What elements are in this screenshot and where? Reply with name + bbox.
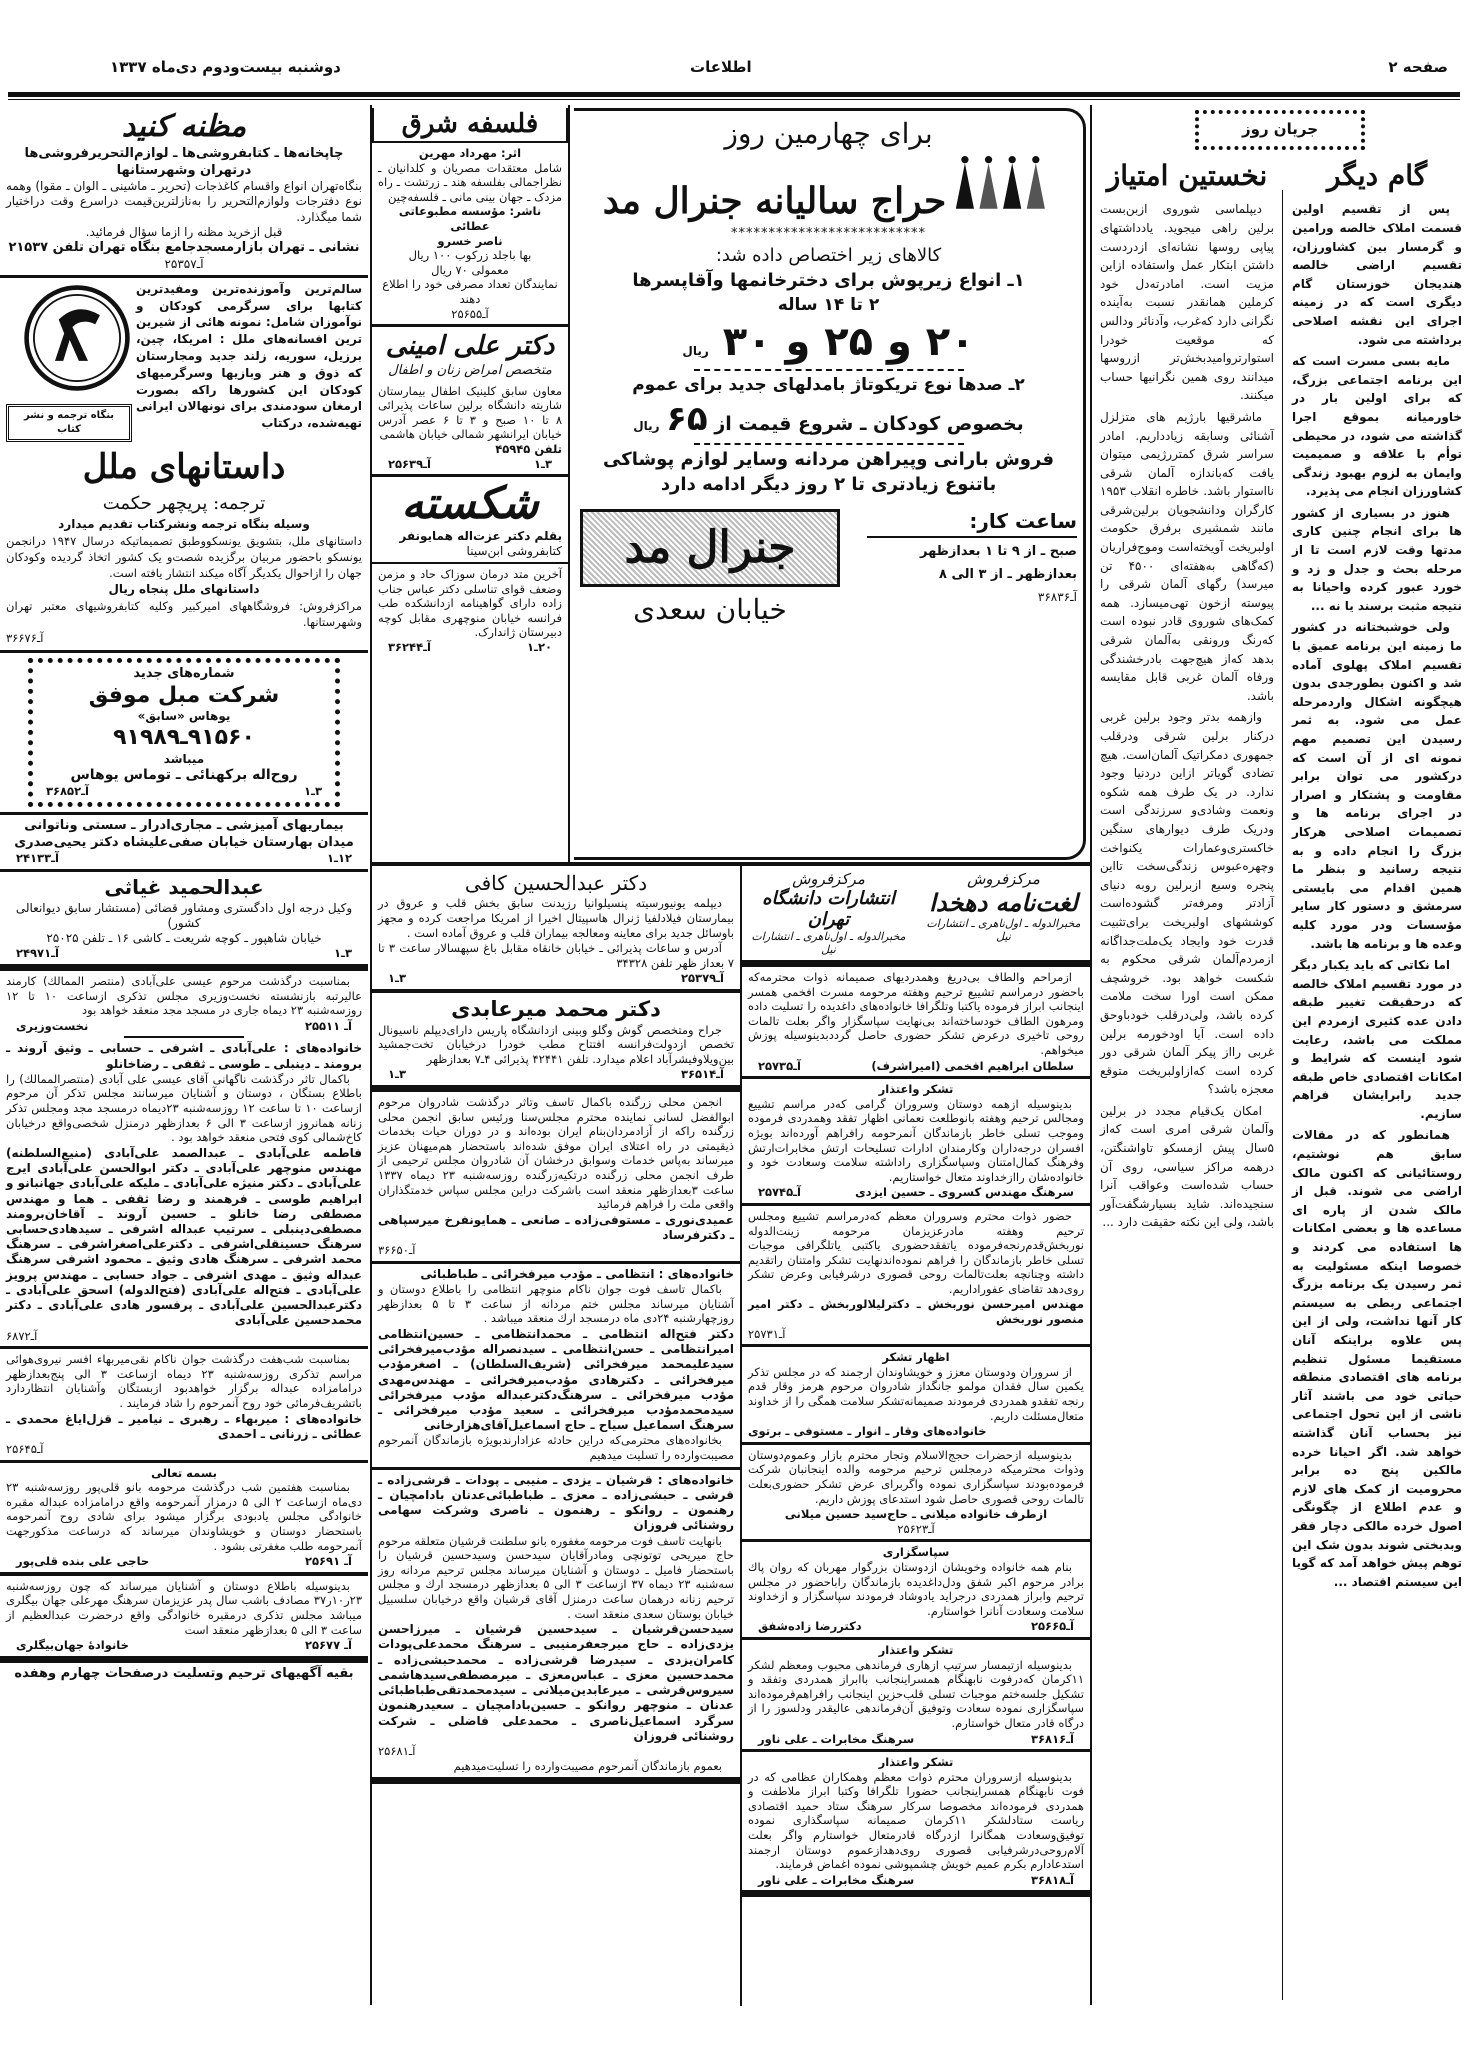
notice-signature: خانواده‌های وقار ـ انوار ـ مستوفی ـ برتوی xyxy=(748,1424,987,1439)
ad-former-name: یوهاس «سابق» xyxy=(137,709,231,724)
masthead-rule xyxy=(8,92,1460,97)
notice-names: دکتر فتح‌اله انتظامی ـ محمدانتظامی ـ حسین‌انتظامی امیرانتظامی ـ حسن‌انتظامی ـ سیدنصراله مؤدب‌میرفخرائی سیدعلیمحمد میرفخرائی (شریف‌السلطان) ـ اصغرمؤدب میرفخرائی ـ دکترهادی مؤدب‌میرفخرائی ـ مهندس‌مهدی مؤدب میرفخرائی ـ سرهنگ‌دکترعبداله مؤدب میرفخرائی سیدمحمدمؤدب میرفخرائی ـ سعید مؤدب میرفخرائی ـ سرهنگ اسماعیل سیاح ـ حاج اسماعیل‌آقای‌هزارخانی xyxy=(378,1326,734,1433)
sale-item-2-sub xyxy=(633,399,1024,439)
publisher-logo xyxy=(6,283,132,442)
doctor-ad-amini xyxy=(372,327,568,477)
notice-code: آ‌ـ۲۵۶۶۵ xyxy=(1031,1619,1074,1634)
notice-families: خانواده‌های : انتظامی ـ مؤدب میرفخرائی ـ طباطبائی xyxy=(420,1266,734,1281)
notice-sign-row xyxy=(6,1554,362,1569)
ad-code: آ‌ـ۳۶۸۵۲ xyxy=(46,784,89,799)
ad-code: آ‌ـ۲۵۳۵۷ xyxy=(164,256,204,271)
article-paragraph: همانطور که در مقالات سابق هم نوشتیم، روستائیانی که اکنون مالک اراضی می شوند. قبل از مالک شدن از پاره ای مساعده ها و بعضی امکانات ها استفاده می کردند و خصوصا اینکه مسئولیت به ثمر رسیدن یک برنامه بزرگ اجتماعی ربطی به سیستم کار آنها نداشت، ولی از این پس علاوه براینکه آنان مستقیما مسئول تنظیم برنامه های اقتصادی منطقه حیاتی خود می باشند آثار ناشی از این تحول اجتماعی نیز بحساب آنان گذاشته خواهد شد. اگر احیانا خرده مالکین پنج ده برابر محرومیت از کمک های لازم و عدم اطلاع از چگونگی اصول خرده مالکی دچار فقر وبدبختی شوند بدون شک این توهم پیش خواهد آمد که گویا این سیستم اقتصاد ... xyxy=(1292,1128,1462,1589)
hours-title: ساعت کار: xyxy=(867,509,1077,538)
notice-body: بمناسبت درگذشت مرحوم عیسی علی‌آبادی (منتصر الممالك) کارمند عالیرتبه بازنشسته نخست‌وزیری مجلس تذکری ازساعت ۱۰ تا ۱۲ روزسه‌شنبه ۲۳ دیماه جاری در مسجد مجد منعقد خواهد بود xyxy=(6,974,362,1018)
ad-code: آ‌ـ۳۶۸۳۶ xyxy=(1037,590,1077,604)
stars-divider: ************************** xyxy=(731,226,926,241)
sale-item-1: ۱ـ انواع زیرپوش برای دخترخانمها وآقاپسرها xyxy=(632,270,1025,291)
masthead-rule-thin xyxy=(8,99,1460,100)
sale-item-2: ۲ـ صدها نوع تریکوتاژ بامدلهای جدید برای عموم xyxy=(632,375,1025,395)
notice-signature: سرهنگ مهندس کسروی ـ حسین ایزدی xyxy=(855,1185,1074,1200)
store-box xyxy=(580,509,840,626)
article-paragraph: ولی خوشبختانه در کشور ما زمینه این برنامه عمیق با تقسیم املاک پهلوی آماده شد و اکنون بطورجدی بدون هیچگونه اشکال واردمرحله عمل می شود. به ثمر رسیدن این تصمیم مهم نمونه ای از آن است که درکشور می توان برابر مقاومت و پشتکار و اصرار در اجرای برنامه ها و تصمیمات اصلاحی هرکار بزرگ را انجام داده و به نتیجه رسانید و بنظر ما همین اقدام می بایستی سرمشق و دستور کار سایر مؤسسات ودر مورد کلیه وعده ها و برنامه ها باشد. xyxy=(1292,620,1462,951)
ad-address: نشانی ـ تهران بازارمسجدجامع بنگاه تهران تلفن ۲۱۵۳۷ xyxy=(8,240,360,256)
notice-code: آ‌ـ۲۵۶۲۳ xyxy=(897,1521,935,1536)
doctor-phone: تلفن ۴۵۹۴۵ xyxy=(495,442,562,457)
notice-signature: خانوادهٔ جهان‌بیگلری xyxy=(16,1638,129,1653)
notice-body: بدینوسیله ازحضرات حجج‌الاسلام وتجار محترم بازار وعموم‌دوستان وذوات محترمیکه درمجلس ترحیم مرحومه والده اینجانبان شرکت فرموده‌بودند سپاسگزاری نموده واگربرای عرض تشکر حضوری‌بعلت تالمات روحی قصوری حاصل شود استدعای پوزش داریم. xyxy=(748,1447,1084,1506)
sale-item-3-sub: باتنوع زیادتری تا ۲ روز دیگر ادامه دارد xyxy=(660,474,997,495)
currency-label: ریال xyxy=(682,344,709,358)
deer-emblem-icon xyxy=(22,283,132,393)
notice-code: آ‌ـ۲۵۷۳۵ xyxy=(758,1058,801,1073)
notice-body: انجمن محلی زرگنده باکمال تاسف وتاثر درگذشت شادروان مرحوم ابوالفضل لسانی نماینده محترم مجلس‌سنا ورئیس سابق انجمن محلی زرگنده راکه از آزادمردان‌بنام ایران بوده‌اند و در دوران حیات بخدمات ذیقیمتی در راه اعتلای ایران موفق شده‌اند باستحضار هم‌میهنان عزیز میرساند به‌پاس خدمات وسوابق درخشان آن شادروان مجلس ترحیمی از طرف انجمن محلی زرگنده درتکیه‌زرگنده روزسه‌شنبه ۲۳ دیماه ۱۳۳۷ ساعت ۳بعدازظهر منعقد است باشرکت دراین مجلس سپاس خدمتگذاران واقعی ملت را فراهم فرمائید xyxy=(378,1094,735,1212)
notice-title: بسمه تعالی xyxy=(151,1465,217,1480)
ad-subtitle: چاپخانه‌ها ـ کتابفروشی‌ها ـ لوازم‌التحریرفروشی‌ها درتهران وشهرستانها xyxy=(24,146,344,178)
currency-label: ریال xyxy=(633,419,660,433)
hours-afternoon: بعدازظهر ـ از ۳ الی ۸ xyxy=(939,567,1077,582)
obituary-notice-3 xyxy=(0,1349,368,1462)
ad-code: آ‌ـ۳۶۶۷۶ xyxy=(6,631,44,646)
book-description: داستانهای ملل، بتشویق یونسکووطبق تصمیماتیکه درسال ۱۹۴۷ درانجمن یونسکو باحضور مربیان برگزیده شصت‌و یک کشور اتخاذ گردیده وکودکان جهان را ازاحوال یکدیگر آگاه میکند انتشار یافته است. xyxy=(6,534,362,581)
doctor-details: دیپلمه یونیورسیته پنسیلوانیا رزیدنت سابق بخش قلب و عروق در بیمارستان فیلادلفیا ژنرال هاسپیتال اخیرا از امریکا مراجعت کرده و مجهز باوسائل جدید برای معاینه ومعالجه بیماران قلب و عروق آماده است . xyxy=(378,896,734,940)
dashed-divider xyxy=(694,369,964,371)
issue-date: دوشنبه بیست‌ودوم دی‌ماه ۱۳۳۷ xyxy=(110,58,341,76)
notice-signature: نخست‌وزیری xyxy=(16,1018,89,1033)
notice-body: باکمال تاسف فوت جوان ناکام منوچهر انتظامی را باطلاع دوستان و آشنایان میرساند مجلس ختم مردانه از ساعت ۳ تا ۵ بعدازظهر روزچهارشنبه ۲۴دی ماه درمسجد ارك منعقد میباشد . xyxy=(378,1282,734,1326)
notice-families: خانواده‌های : میربهاء ـ رهبری ـ نیامیر ـ قزل‌ایاغ محمدی ـ عطائی ـ زرنانی ـ احمدی xyxy=(6,1411,362,1441)
ad-label: مرکزفروش xyxy=(967,870,1040,888)
column-divider xyxy=(1282,190,1283,2000)
ad-kicker: شماره‌های جدید xyxy=(133,665,235,681)
ad-title: انتشارات دانشگاه تهران xyxy=(762,888,895,930)
lawyer-name: عبدالحمید غیاثی xyxy=(104,875,264,900)
ad-owners: روح‌اله برکهنائی ـ توماس یوهاس xyxy=(70,766,298,783)
section-label-box xyxy=(1195,110,1365,150)
newspaper-name: اطلاعات xyxy=(690,58,752,76)
middle-right-column xyxy=(742,868,1090,1897)
obituary-notice-1 xyxy=(0,971,368,1036)
notice-sign-row xyxy=(748,1059,1084,1074)
ad-lawyer-ghiasi xyxy=(0,872,368,971)
article-paragraph: اما نکاتی که باید یکبار دیگر در مورد تقسیم املاک خالصه که درحقیقت تغییر طبقه دادن عده کثیری ازمردم این مملکت می باشد، رعایت شود اینست که شرایط و امکانات اقتصادی خاص طبقه جدید رابرایشان فراهم سازیم. xyxy=(1292,958,1462,1121)
ad-run: ۳ـ۱ xyxy=(304,784,322,799)
thanks-notice-8 xyxy=(742,1752,1090,1897)
ad-run: ۱۲ـ۱ xyxy=(326,851,352,866)
narrow-ads-column xyxy=(372,105,568,862)
ad-title: مظنه کنید xyxy=(121,109,247,144)
ad-body: شامل معتقدات مصریان و کلدانیان ـ نظراجمالی بفلسفه هند ـ زرتشت ـ راه مزدک ـ جهان بینی مانی ـ فلسفه‌چین xyxy=(378,160,562,204)
sale-kicker: برای چهارمین روز xyxy=(724,117,933,150)
models-illustration-icon xyxy=(954,154,1054,222)
notice-signature: حاجی علی بنده قلی‌پور xyxy=(16,1554,150,1569)
notice-sign-row xyxy=(748,1873,1084,1888)
notice-code: آ‌ـ ۲۵۶۹۱ xyxy=(305,1554,352,1569)
ad-mazanneh xyxy=(0,105,368,278)
ad-publisher-street: ناصر خسرو xyxy=(437,233,503,248)
ad-clinic-sadri xyxy=(0,812,368,873)
hours-morning: صبح ـ از ۹ تا ۱ بعدازظهر xyxy=(919,544,1077,559)
ad-author: بقلم دکتر عزت‌اله همایونفر xyxy=(399,528,562,543)
ad-run: ۳ـ۱ xyxy=(388,1067,406,1082)
article-paragraph: مایه بسی مسرت است که این برنامه اجتماعی بزرگ، که برای اولین بار در خاورمیانه بموقع اجرا گذاشته می شود، در محیطی توأم با علاقه و صمیمیت وایمان به لزوم بهبود زندگی کشاورزان انجام می پذیرد. xyxy=(1292,354,1462,499)
sale-footer xyxy=(580,509,1077,626)
notice-signature: ازطرف خانواده میلانی ـ حاج‌سید حسین میلانی xyxy=(784,1507,1048,1522)
notice-body: بدینوسیله ازهمه دوستان وسروران گرامی که‌در مراسم تشییع ومجالس ترحیم وهفته بانوطلعت نعمانی اظهار تفقد وهمدردی فرموده وموجب تسلی خاطر بازماندگان آنمرحومه رافراهم آورده‌اند بویژه افسران درجه‌داران وکارمندان ادارات تسلیحات ارتش مخابرات‌ارتش وفرهنگ کمال‌امتنان وسپاسگزاری راداشته سلامت وسعادت خود و خانواده‌شان راازخداوند متعال خواستاریم. xyxy=(748,1096,1084,1184)
article-paragraph: دیپلماسی شوروی ازبن‌بست برلین راهی میجوید. یادداشتهای پیاپی روسها نشانه‌ای ازدردست داشتن ابتکار عمل واستفاده ازاین مزیت است. امادرته‌دل خود کرملین همانقدر نسبت به‌آینده نگرانی دارد که‌غرب، وآدنائر ودالس که موقعیت خودرا استوارتروامیدبخش‌تر ازروسها میدانند روی همین نگرانیها حساب میکنند. xyxy=(1100,202,1274,403)
notice-body: ازمراحم والطاف بی‌دریغ وهمدردیهای صمیمانه ذوات محترمه‌که باحضور درمراسم تشییع ترحیم وهفته مرحومه مسرت افخمی همسر اینجانب ابراز فرموده یاکتبا وتلگرافا خانواده‌های داغدیده را تسلیت داده ومرهون الطاف خودساخته‌اند بی‌نهایت سپاسگزار واگر بعلت تالمات روحی تاخیری درعرض تشکر حضوری حاصل گرددبدینوسیله پوزش میخواهم. xyxy=(748,970,1084,1057)
ad-code-row xyxy=(6,946,362,961)
column-divider xyxy=(1090,105,1092,2005)
obituary-notice-4 xyxy=(0,1463,368,1576)
ad-code: آ‌ـ۲۴۹۷۱ xyxy=(16,946,59,961)
section-rule xyxy=(372,862,1090,866)
notice-code: آ‌ـ۳۶۸۱۶ xyxy=(1031,1731,1074,1746)
doctor-details: معاون سابق کلینیک اطفال بیمارستان شاریته دانشگاه برلین ساعات پذیرائی ۸ تا ۱۰ صبح و ۳ تا ۶ عصر آدرس خیابان ایرانشهر شمالی خیابان هاشمی xyxy=(378,383,562,442)
notice-body: باکمال تاثر درگذشت ناگهانی آقای عیسی علی آبادی (منتصرالممالك) را باطلاع بستگان ، دوستان و آشنایان میرسانند مجلس تذکر آن مرحوم ازساعت ۱۰ تا ساعت ۱۲ روزسه‌شنبه ۲۳دیماه درمسجد مجد ومجلس تذکر زنانه همانروز ازساعت ۳ الی ۶ بعدازظهر درمنزل شخصی‌واقع درخیابان کاخ‌شمالی کوی فتحی منعقد خواهد بود . xyxy=(6,1071,362,1145)
notice-signature: سرهنگ مخابرات ـ علی ناور xyxy=(758,1872,915,1887)
notice-families: خانواده‌های : قرشیان ـ یزدی ـ منیبی ـ پودات ـ قرشی‌زاده ـ قرشی ـ حبشی‌زاده ـ معزی ـ طباطبائی‌عدنان بادامچیان ـ رهنمون ـ روانکو ـ رهنمون ـ ناصری وشرکت سهامی روشنائی فروزان xyxy=(378,1472,734,1533)
middle-left-column xyxy=(372,868,740,1784)
ad-price-deluxe: بها باجلد زرکوب ۱۰۰ ریال xyxy=(408,248,532,263)
ad-code: آ‌ـ۳۶۵۱۴ xyxy=(681,1067,724,1082)
sale-item-1-prices xyxy=(682,319,974,365)
article-title: گام دیگر xyxy=(1326,159,1428,192)
notice-body: بنام همه خانواده وخویشان ازدوستان بزرگوار مهربان که روان پاك برادر مرحوم اکبر شفق ودل‌داغدیده بازماندگان رابا‌حضور در مجلس ترحیم وابراز همدردی درجراید یادوشاد فرمودند سپاسگزار و ازخداوند سلامت وسعادت آنانرا خواستارم. xyxy=(748,1559,1084,1618)
clinic-ad-method xyxy=(372,564,568,658)
notice-title: تشکر واعتذار xyxy=(878,1755,954,1770)
obituary-notice-2 xyxy=(0,1038,368,1349)
obituary-notice-entezami xyxy=(372,1264,740,1470)
ad-seller: کتابفروشی ابن‌سینا xyxy=(466,543,562,558)
article-paragraph: هنوز در بسیاری از کشور ها برای انجام چنین کاری مدتها وقت لازم است تا از مرحله بحث و جدل و زد و خورد عبور کرده واحیانا به نتیجه مثبت برسند یا نه ... xyxy=(1292,505,1462,613)
article-title: نخستین امتیاز xyxy=(1106,159,1268,192)
ad-code-row xyxy=(378,971,734,986)
notice-names: سیدحسن‌قرشیان ـ سیدحسین قرشیان ـ میرزاحسن یزدی‌زاده ـ حاج میرجعفرمنیبی ـ سرهنگ محمدعلی‌پودات کامران‌یزدی ـ سیدرضا قرشی‌زاده ـ محمدحبشی‌زاده ـ محمدحسین معزی ـ عباس‌معزی ـ میرمصطفی‌سیدهاشمی سیروس‌قرشی ـ میرعابدین‌میلانی ـ سیدمحمدتقی‌طباطبائی عدنان ـ منوچهر روانکو ـ حسین‌بادامچیان ـ سعیدرهنمون سرگرد اسماعیل‌ناصری ـ محمدعلی فاضلی ـ شرکت روشنائی فروزان xyxy=(378,1622,734,1743)
ad-address: مخبرالدوله ـ اول‌ناهری ـ انتشارات نیل xyxy=(926,917,1081,943)
doctor-ad-kafi xyxy=(372,868,740,993)
notice-body: بدینوسیله باطلاع دوستان و آشنایان میرساند که چون روزسه‌شنبه ۲۳ر۱۰ر۳۷ مصادف باشب سال پدر عزیزمان سرهنگ مهرعلی جهان بیگلری میباشد مجلس تذکری درمقبره خانوادگی واقع درحضرت عبدالعظیم از ساعت ۳ الی ۵ بعدازظهر منعقد است xyxy=(6,1578,362,1637)
notice-sign-row xyxy=(748,1185,1084,1200)
clinic-services: بیماریهای آمیزشی ـ مجاری‌ادرار ـ سستی وناتوانی xyxy=(24,817,344,833)
notice-body: حضور ذوات محترم وسروران معظم که‌درمراسم تشییع ومجلس ترحیم وهفته مادرعزیزمان مرحومه زینت‌الدوله نوربخش‌قدم‌رنجه‌فرموده یاتفقدحضوری یاکتبی یاتلگرافی موجبات تسلی خاطر بازماندگان را فراهم نموده‌اندنهایت تشکر وامتنان راتقدیم داشته وچنانچه بعلت‌تالمات روحی قصوری درشرفیابی وعرض تشکر روی‌دهد تقاضای عفوراداریم. xyxy=(748,1208,1084,1296)
ad-run: ۳ـ۱ xyxy=(334,946,352,961)
ad-body: آخرین متد درمان سوزاک حاد و مزمن وضعف قوای تناسلی دکتر عباس جناب زاده دارای گواهینامه ازدانشکده طب فرانسه خیابان منوچهری مقابل کوچه دبیرستان ژاندارک. xyxy=(378,567,562,640)
lawyer-credentials: وکیل درجه اول دادگستری ومشاور قضائی (مستشار سابق دیوانعالی کشور) xyxy=(15,900,353,930)
notice-body: بمناسبت شب‌هفت درگذشت جوان ناکام نقی‌میربهاء افسر نیروی‌هوائی مراسم تذکری روزسه‌شنبه ۲۳ دیماه ازساعت ۳ الی پنج‌بعدازظهر درامامزاده عبداله برگزار خواهدبود ازبستگان وآشنایان انتظاردارد باتشریف‌فرمائی خود روح آنمرحوم را شاد فرمایند . xyxy=(6,1352,363,1411)
book-sellers: مراکزفروش: فروشگاههای امیرکبیر وکلیه کتابفروشیهای معتبر تهران وشهرستانها. xyxy=(6,599,362,630)
notice-families: خانواده‌های : علی‌آبادی ـ اشرفی ـ حسابی ـ وثیق آروند ـ برومند ـ دینبلی ـ طوسی ـ ثقفی ـ رضاخانلو xyxy=(6,1041,362,1071)
ad-run: ۳ـ۱ xyxy=(534,456,552,471)
ad-code-row xyxy=(378,640,562,655)
publisher-ads xyxy=(742,868,1090,967)
ad-mobl-movafagh xyxy=(28,658,340,807)
ad-author: اثر: مهرداد مهرین xyxy=(418,146,522,161)
obituary-notice-5 xyxy=(0,1576,368,1663)
sale-headline-row xyxy=(603,154,1055,222)
notice-signature: دکتررضا زاده‌شفق xyxy=(758,1619,862,1634)
publisher-logo-text: بنگاه ترجمه و نشر کتاب xyxy=(6,404,132,442)
general-mode-logo: جنرال مد xyxy=(580,509,840,587)
price-list: ۲۰ و ۲۵ و ۳۰ xyxy=(722,319,975,365)
obituary-notice-ghorashian xyxy=(372,1470,740,1785)
notice-sign-row xyxy=(748,1619,1084,1634)
section-label: جریان روز xyxy=(1241,120,1319,138)
ad-title: فلسفه شرق xyxy=(372,108,568,143)
sale-headline: حراج سالیانه جنرال مد xyxy=(602,180,947,222)
article-paragraph: وازهمه بدتر وجود برلین غربی درکنار برلین شرقی ودرقلب جمهوری دمکراتیک آلمان‌است. هیچ تضادی گویاتر ازاین دردنیا وجود ندارد. در یک طرف همه شکوه ونعمت وشادی‌و سرزندگی است ودریک طرف دیوارهای سنگین خاکستری‌وعمارات یکنواخت وچهره‌عبوس زندگی‌سخت تااین پنجره وسیع ازبرلین روبه دنیای آزادتر ومرفه‌تر گشوده‌است کوششهای اولبریخت برای‌تثبیت قدرت خود وایجاد یک‌ملت‌جداگانه ازمردم‌آلمان شرقی محکوم به شکست خواهد بود. خروشچف ممکن است اورا سخت ملامت کرده باشد، ولی‌درقلب خودباوحق داده است. آیا اودخورمه برلین غربی رااز پیکر آلمان شرقی دور کرده است که‌ازاولبریخت متوقع معجزه باشد؟ xyxy=(1100,710,1274,1097)
ad-publisher: ناشر: مؤسسه مطبوعاتی عطائی xyxy=(398,204,542,233)
article-paragraph: پس از تقسیم اولین قسمت املاک خالصه ورامین و گرمسار بین کشاورزان، تقسیم اراضی خالصه هندیجان خوزستان گام دیگری است که در زمینه اجرای این نقشه اصلاحی برداشته می شود. xyxy=(1292,202,1462,347)
notice-body: بمناسبت هفتمین شب درگذشت مرحومه بانو قلی‌پور روزسه‌شنبه ۲۳ دی‌ماه ازساعت ۲ الی ۵ درمزار آنمرحومه واقع درامامزاده عبداله مقبره خانوادگی مجلس یادبودی برگزار میشود برای شادی روح آنمرحومه باستحضار دوستان و خویشاوندان میرساند که درساعت مذکورجهت آنمرحومه طلب مغفرتی بشود . xyxy=(6,1480,362,1553)
ad-code-row xyxy=(378,457,562,472)
ad-code: آ‌ـ۲۵۶۵۵ xyxy=(451,306,489,321)
book-title: داستانهای ملل xyxy=(82,446,286,487)
thanks-notice-5 xyxy=(742,1445,1090,1543)
thanks-notice-3 xyxy=(742,1206,1090,1347)
ad-title: لغت‌نامه دهخدا xyxy=(929,888,1078,917)
ad-address: مخبرالدوله ـ اول‌ناهری ـ انتشارات نیل xyxy=(751,930,906,956)
notice-code: آ‌ـ ۲۵۵۱۱ xyxy=(305,1018,352,1033)
doctor-specialty: متخصص امراض زنان و اطفال xyxy=(388,363,552,379)
notice-signature: مهندس امیرحسن نوربخش ـ دکترلیلالوربخش ـ دکتر امیر منصور نوربخش xyxy=(748,1297,1084,1327)
notice-code: آ‌ـ۲۵۶۴۵ xyxy=(6,1442,44,1457)
doctor-name: دکتر علی امینی xyxy=(385,331,555,362)
notice-title: تشکر واعتذار xyxy=(878,1642,954,1657)
notice-signature: سرهنگ مخابرات ـ علی ناور xyxy=(758,1731,915,1746)
notice-code: آ‌ـ۶۸۷۲ xyxy=(6,1328,38,1343)
doctor-name: دکتر محمد میرعابدی xyxy=(451,996,661,1021)
thanks-notice-6 xyxy=(742,1542,1090,1640)
page-number: صفحه ۲ xyxy=(1388,58,1448,76)
notice-code: آ‌ـ۲۵۷۳۱ xyxy=(748,1326,786,1341)
ad-dehkhoda xyxy=(921,870,1086,956)
sale-item-1-age: ۲ تا ۱۴ ساله xyxy=(777,295,880,315)
sale-item-2-price: ۶۵ xyxy=(666,399,708,439)
ad-code: آ‌ـ۲۵۳۷۹ xyxy=(681,971,724,986)
notice-body: بانهایت تاسف فوت مرحومه مغفوره بانو سلطنت قرشیان متعلقه مرحوم حاج میریحی توتونچی ومادرآقایان سیدحسن وسیدحسین قرشیان را باستحضار فامیل ـ دوستان و آشنایان میرساند مجلس ترحیم مردانه روز سه‌شنبه ۲۳ دیماه ۳۷ ازساعت ۳ الی ۵ بعدازظهر درمسجد ارك و مجلس ترحیم زنانه درهمان ساعت درمنزل آقای قرشیان واقع درخیابان سلسبیل خیابان بوستان سعدی منعقد است . xyxy=(378,1533,735,1621)
article-gam-digar xyxy=(1286,155,1468,1597)
ad-code-row xyxy=(6,851,362,866)
ad-phones: ۹۱۵۶۰ـ۹۱۹۸۹ xyxy=(113,725,255,751)
hours-box xyxy=(867,509,1077,626)
ad-code: آ‌ـ۲۴۱۳۳ xyxy=(16,851,59,866)
ad-intro: سالم‌ترین وآموزنده‌ترین ومفیدترین کتابها برای سرگرمی کودکان و نوآموزان شامل: نمونه هائی از شیرین ترین افسانه‌های ملل : امریکا، چین، برزیل، سوریه، زلند جدید ومجارستان که ذوق و هنر وبازیها وسرگرمیهای کودکان این کشورها راکه بصورت ارمغان سودمندی برای نونهالان ایرانی تهیه‌شده، درکتاب xyxy=(136,281,362,431)
thanks-notice-1 xyxy=(742,967,1090,1079)
clinic-address: میدان بهارستان خیابان صفی‌علیشاه دکتر یحیی‌صدری xyxy=(14,834,354,850)
notice-closing: بخانواده‌های محترمی‌که دراین حادثه عزادارندبویژه بازماندگان آنمرحوم مصیبت‌وارده را تسلیت میدهیم xyxy=(378,1433,734,1463)
notice-body: از سروران ودوستان معزز و خویشاوندان ارجمند که در مجلس تذکر یکمین سال فقدان مولمو جانگداز شادروان مرحوم هرمز وقار قدم رنجه تفقدو همدردی فرمودند صمیمانه‌تشکر سلامت همگی را از خداوند متعال‌مسئلت داریم. xyxy=(748,1364,1084,1423)
notice-code: آ‌ـ۳۶۸۱۸ xyxy=(1031,1872,1074,1887)
ad-run: ۲۰ـ۱ xyxy=(526,640,552,655)
thanks-notice-2 xyxy=(742,1079,1090,1206)
ad-run: ۳ـ۱ xyxy=(388,971,406,986)
ad-title: شرکت مبل موفق xyxy=(88,682,280,708)
ad-code: آ‌ـ۲۵۶۳۹ xyxy=(388,456,431,471)
doctor-details: جراح ومتخصص گوش وگلو وبینی ازدانشگاه پاریس دارای‌دیپلم ناسیونال تخصص ازدولت‌فرانسه افتتاح مطب خودرا درخیابان تخت‌جمشید بین‌ویلاوفیشرآباد اعلام میدارد. تلفن ۴۲۴۴۱ پذیرائی ۴ـ۷ بعدازظهر xyxy=(378,1022,734,1066)
left-column xyxy=(0,105,368,1681)
notice-body: بدینوسیله ازسروران محترم ذوات معظم وهمکاران عظامی که در فوت نابهنگام همسراینجانب حضورا تلگرافا وکتبا ابراز ملاطفت و همدردی فرموده‌اند مخصوصا سرکار سرهنگ ستاد حمید اقتصادی ریاست ستادلشکر ۱۱کرمان صمیمانه سپاسگذاری نموده توفیق‌وسعادت همگانرا ازدرگاه قادرمتعال خواستارم واگر بعلت آلام‌روحی‌درشرفیابی قصوری روی‌دهدازعموم دوستان ارجمند استدعادارم بکرم عمیم خویش چشمپوشی نموده اغماض فرمایند. xyxy=(748,1769,1084,1872)
continued-notice: بقیه آگهیهای ترحیم وتسلیت درصفحات چهارم وهفده xyxy=(14,1665,354,1681)
notice-title: اظهار تشکر xyxy=(882,1350,950,1365)
notice-signature: سلطان ابراهیم افخمی (امیراشرف) xyxy=(871,1058,1074,1073)
ad-title: شکسته xyxy=(401,478,539,530)
dashed-divider xyxy=(694,443,964,445)
ad-label: مرکزفروش xyxy=(792,870,865,888)
ad-code: آ‌ـ۳۶۲۴۴ xyxy=(388,640,431,655)
ad-verb: میباشد xyxy=(163,751,205,766)
notice-code: آ‌ـ۲۵۶۸۱ xyxy=(378,1744,416,1759)
book-price: داستانهای ملل پنجاه ریال xyxy=(108,582,260,597)
notice-code: آ‌ـ۳۶۶۵۰ xyxy=(378,1243,416,1258)
article-paragraph: امکان یک‌قیام مجدد در برلین وآلمان شرقی امری است که‌از ۵سال پیش ازمسکو تاواشنگتن، درهمه مراکز سیاسی، روی آن حساب شده‌است وعواقب آنرا سنجیده‌اند. شاید بسیارشگفت‌آور باشد، ولی این نکته حقیقت دارد ... xyxy=(1100,1103,1274,1230)
ad-note: نمایندگان تعداد مصرفی خود را اطلاع دهند xyxy=(382,277,558,306)
store-address: خیابان سعدی xyxy=(633,593,787,626)
notice-closing: بعموم بازماندگان آنمرحوم مصیبت‌وارده را تسلیت‌میدهیم xyxy=(453,1758,722,1773)
sale-ad xyxy=(574,108,1086,860)
article-nakhostin-emtiaz xyxy=(1094,155,1280,1238)
book-ad-shekasteh xyxy=(372,477,568,564)
notice-sign-row xyxy=(748,1732,1084,1747)
notice-title: سپاسگزاری xyxy=(882,1545,950,1560)
book-translator: ترجمه: پریچهر حکمت xyxy=(102,493,266,515)
notice-title: تشکر واعتذار xyxy=(878,1082,954,1097)
book-presented-by: وسیله بنگاه ترجمه ونشرکتاب تقدیم میدارد xyxy=(58,517,310,532)
doctor-name: دکتر عبدالحسین کافی xyxy=(464,871,648,895)
notice-names: فاطمه علی‌آبادی ـ عبدالصمد علی‌آبادی (منیع‌السلطنه) مهندس منوچهر علی‌آبادی ـ دکتر ابوالحسن علی‌آبادی ایرج علی‌آبادی ـ دکتر منیژه علی‌آبادی ـ ملیکه علی‌آبادی جهانبانو و ابراهیم طوسی ـ فرهمند و رضا ثقفی ـ هما و مهندس مصطفی رضا خانلو ـ حسین آروند ـ آقاخان‌برومند مصطفی‌دینبلی ـ سرتیپ عبداله اشرفی ـ سیدهادی‌حسابی سرهنگ حسینقلی‌اشرفی ـ دکترعلی‌اصغراشرفی ـ سرهنگ محمد اشرفی ـ سرهنگ هادی وثیق ـ محمود اشرفی سرهنگ عبداله وثیق ـ مهدی اشرفی ـ جواد حسابی ـ مهندس پرویز علی‌آبادی ـ فتح‌اله علی‌آبادی (فتح‌الدوله) اسحق علی‌آبادی ـ دکترعبدالحسین علی‌آبادی ـ پرفسور هادی علی‌آبادی ـ دکتر محمدحسین علی‌آبادی xyxy=(6,1145,362,1328)
notice-names: عمیدی‌نوری ـ مستوفی‌زاده ـ صانعی ـ همایونفرخ میرسپاهی ـ دکترفرساد xyxy=(378,1212,734,1242)
sale-item-2-text: بخصوص کودکان ـ شروع قیمت از xyxy=(714,413,1024,435)
thanks-notice-7 xyxy=(742,1640,1090,1752)
notice-sign-row xyxy=(6,1638,362,1653)
notice-code: آ‌ـ۲۵۷۴۵ xyxy=(758,1185,801,1200)
sale-item-3: فروش بارانی وپیراهن مردانه وسایر لوازم پوشاکی xyxy=(603,449,1054,470)
sale-intro: کالاهای زیر اختصاص داده شد: xyxy=(715,245,942,266)
book-ad-falsafeh-shargh xyxy=(372,105,568,327)
ad-code-row xyxy=(36,784,332,798)
doctor-ad-mirabedi xyxy=(372,993,740,1092)
notice-code: آ‌ـ ۲۵۶۷۷ xyxy=(305,1638,352,1653)
ad-code-row xyxy=(378,1067,734,1082)
ad-ask: قبل ازخرید مظنه را ازما سؤال فرمائید. xyxy=(85,224,283,239)
notice-sign-row xyxy=(6,1019,362,1034)
article-paragraph: ماشرقیها بارژیم های متزلزل آشنائی وسابقه زیادداریم. امادر سراسر شرق کمتررژیمی میتوان یافت که‌باندازه آلمان شرقی نااستوار باشد. خاطره انقلاب ۱۹۵۳ کارگران ودانشجویان برلین‌شرقی مانند شمشیری برفرق حکومت اولبریخت آویخته‌است وموج‌فراریان (که‌گاهی به‌هفته‌ای ۴۵۰۰ تن میرسد) رگهای آلمان شرقی را پیوسته ازخون تهی‌میسازد. همه کمک‌های شوروی قادر نبوده است که‌رنگ ورونقی به‌آلمان شرقی بدهد که‌از هیچ‌جهت بادرخشندگی ورفاه آلمان غربی قابل مقایسه باشد. xyxy=(1100,409,1274,703)
thanks-notice-4 xyxy=(742,1347,1090,1445)
notice-body: بدینوسیله ازتیمسار سرتیپ ازهاری فرماندهی محبوب ومعظم لشکر ۱۱کرمان که‌درفوت نابهنگام همسراینجانب باابراز همدردی وتفقد و تشکیل جلسه‌ختم موجبات تسلی قلب‌حزین اینجانب رافراهم‌فرموده‌اند سپاسگزاری نموده سعادت وتوفیق آن‌فرماندهی عالیقدر ودلسوز را از درگاه قادر متعال خواستارم. xyxy=(748,1657,1084,1730)
ad-body: بنگاه‌تهران انواع واقسام کاغذجات (تحریر ـ ماشینی ـ الوان ـ مقوا) وهمه نوع دفترجات ولوازم‌التحریر را به‌نازلترین‌قیمت دراسرع وقت دراختیار شما میگذارد. xyxy=(6,179,362,224)
ad-tehran-university-press xyxy=(746,870,911,956)
column-divider xyxy=(568,105,570,862)
book-ad-dastanhaye-melal xyxy=(0,278,368,653)
obituary-notice-anjoman xyxy=(372,1092,740,1264)
doctor-address: آدرس و ساعات پذیرائی ـ خیابان خانقاه مقابل باغ سپهسالار ساعت ۳ تا ۷ بعداز ظهر تلفن ۳۴۳۲۸ xyxy=(378,941,734,970)
ad-price-regular: معمولی ۷۰ ریال xyxy=(431,262,509,277)
lawyer-address: خیابان شاهپور ـ کوچه شریعت ـ کاشی ۱۶ ـ تلفن ۲۵۰۲۵ xyxy=(46,931,322,946)
